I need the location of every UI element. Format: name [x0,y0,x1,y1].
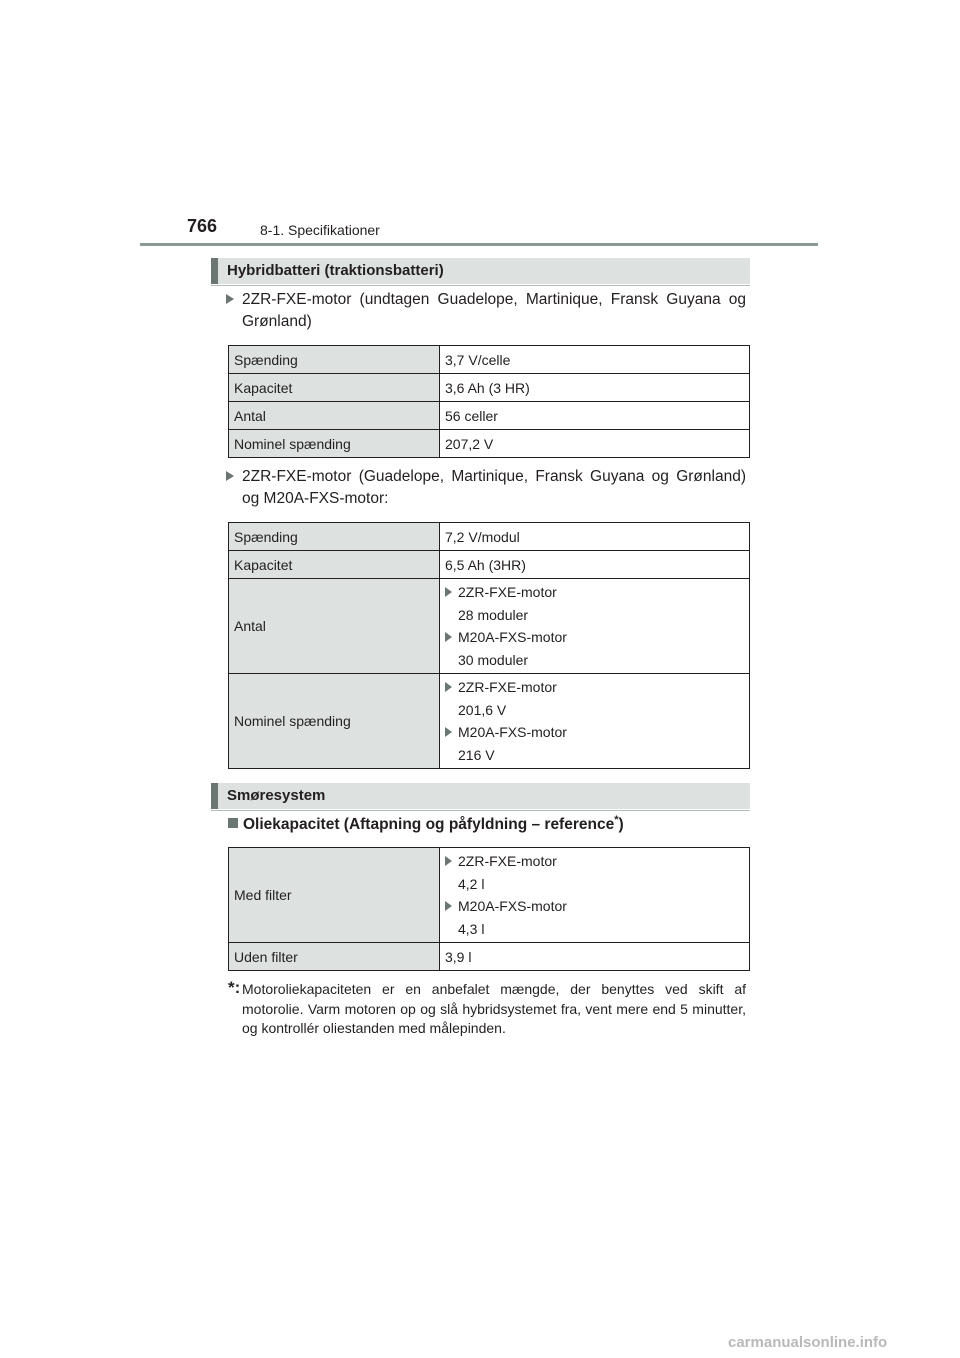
engine-label: M20A-FXS-motor [458,898,567,914]
table-row [229,674,750,769]
sub-item [445,721,744,744]
row-value: 56 celler [440,402,750,430]
row-key: Antal [229,579,440,674]
triangle-bullet-icon [445,727,452,737]
row-value: 3,7 V/celle [440,346,750,374]
triangle-bullet-icon [445,901,452,911]
engine-label: M20A-FXS-motor [458,629,567,645]
subheading-text: Oliekapacitet (Aftapning og påfyldning – reference [243,816,615,833]
oil-capacity-table [228,847,750,971]
row-key: Spænding [229,523,440,551]
triangle-bullet-icon [445,632,452,642]
row-value-list [440,848,750,943]
header-rule [140,243,818,246]
row-value: 3,9 l [440,943,750,971]
triangle-bullet-icon [445,587,452,597]
row-value: 207,2 V [440,430,750,458]
footnote-ref: * [614,813,619,826]
sub-item [445,850,744,873]
triangle-bullet-icon [445,856,452,866]
table-row [229,374,750,402]
variant1-label-text: 2ZR-FXE-motor (undtagen Guadelope, Martinique, Fransk Guyana og Grønland) [242,291,746,330]
row-value: 6,5 Ah (3HR) [440,551,750,579]
sub-item [445,676,744,699]
sub-value: 4,2 l [458,875,485,892]
sub-item [445,581,744,604]
section-heading-lubrication: Smøresystem [211,783,750,809]
sub-item [445,626,744,649]
engine-label: 2ZR-FXE-motor [458,584,557,600]
row-value: 3,6 Ah (3 HR) [440,374,750,402]
oil-capacity-subheading [228,814,624,836]
table-row [229,402,750,430]
subheading-close: ) [618,816,624,833]
page-number: 766 [187,216,218,236]
row-key: Spænding [229,346,440,374]
spec-table-variant2 [228,522,750,769]
spec-table-variant1 [228,345,750,458]
triangle-bullet-icon [226,471,234,481]
row-key: Med filter [229,848,440,943]
row-key: Kapacitet [229,374,440,402]
table-row [229,943,750,971]
footnote-text: Motoroliekapaciteten er en anbefalet mængde, der benyttes ved skift af motorolie. Varm motoren op og slå hybridsystemet fra, vent mere end 5 minutter, og kontrollér oliestanden med målepinden. [242,981,746,1036]
row-key: Nominel spænding [229,430,440,458]
row-key: Nominel spænding [229,674,440,769]
table-row [229,551,750,579]
sub-item [445,895,744,918]
square-bullet-icon [228,818,238,828]
footnote [228,980,746,1039]
engine-label: M20A-FXS-motor [458,724,567,740]
triangle-bullet-icon [226,294,234,304]
table-row [229,430,750,458]
row-value: 7,2 V/modul [440,523,750,551]
row-value-list [440,579,750,674]
watermark: carmanualsonline.info [728,1334,888,1351]
engine-label: 2ZR-FXE-motor [458,679,557,695]
row-key: Uden filter [229,943,440,971]
variant2-label [226,466,746,510]
triangle-bullet-icon [445,682,452,692]
chapter-title: 8-1. Specifikationer [260,222,380,238]
table-row [229,579,750,674]
sub-value: 201,6 V [458,701,507,718]
sub-value: 4,3 l [458,920,485,937]
row-key: Antal [229,402,440,430]
footnote-mark: *: [228,978,241,997]
variant1-label [226,289,746,333]
sub-value: 30 moduler [458,651,529,668]
variant2-label-text: 2ZR-FXE-motor (Guadelope, Martinique, Fransk Guyana og Grønland) og M20A-FXS-motor: [242,468,746,507]
engine-label: 2ZR-FXE-motor [458,853,557,869]
sub-value: 28 moduler [458,606,529,623]
sub-value: 216 V [458,746,495,763]
row-key: Kapacitet [229,551,440,579]
table-row [229,346,750,374]
table-row [229,848,750,943]
table-row [229,523,750,551]
row-value-list [440,674,750,769]
section-heading-hybrid-battery: Hybridbatteri (traktionsbatteri) [211,258,750,284]
